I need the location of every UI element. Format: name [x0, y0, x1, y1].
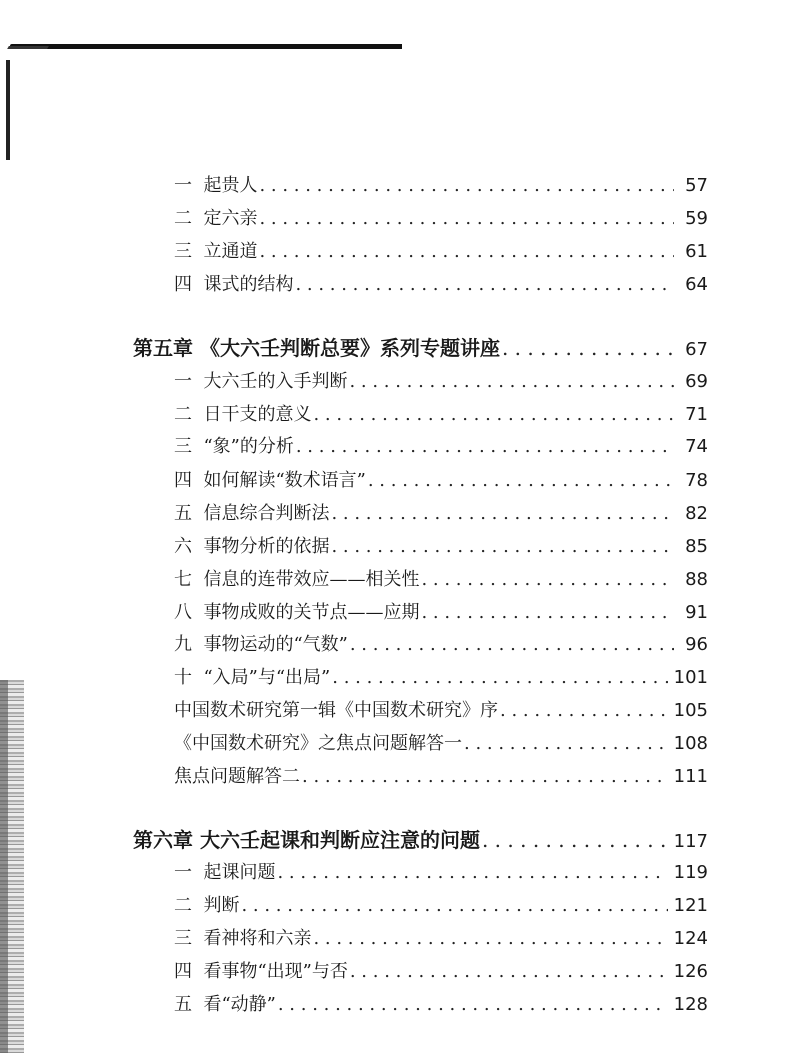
entry-title: 如何解读“数术语言”	[203, 470, 366, 491]
chapter-heading	[133, 824, 708, 852]
entry-page: 82	[685, 503, 708, 524]
entry-page: 57	[685, 175, 708, 196]
entry-title: 中国数术研究第一辑《中国数术研究》序	[174, 700, 498, 721]
leader-dots	[331, 503, 674, 524]
toc-entry	[174, 171, 708, 197]
entry-page: 126	[673, 961, 708, 982]
toc-entry	[174, 663, 708, 689]
leader-dots	[277, 862, 667, 883]
entry-title: 看事物“出现”与否	[203, 961, 348, 982]
entry-title: 日干支的意义	[203, 404, 312, 425]
entry-page: 69	[685, 371, 708, 392]
entry-title: 课式的结构	[203, 274, 294, 295]
leader-dots	[278, 994, 668, 1015]
entry-title: “象”的分析	[203, 436, 294, 457]
leader-dots	[350, 961, 668, 982]
toc-entry	[174, 466, 708, 492]
toc-entry	[174, 499, 708, 525]
toc-entry	[174, 237, 708, 263]
toc-entry	[174, 957, 708, 983]
entry-page: 88	[685, 569, 708, 590]
entry-title: 大六壬的入手判断	[203, 371, 348, 392]
entry-page: 124	[673, 928, 708, 949]
leader-dots	[421, 569, 674, 590]
entry-title: 事物运动的“气数”	[203, 634, 348, 655]
entry-number: 四	[174, 470, 192, 491]
leader-dots	[500, 700, 668, 721]
leader-dots	[482, 828, 668, 852]
entry-number: 三	[174, 436, 192, 457]
entry-title: 判断	[203, 895, 240, 916]
entry-page: 105	[673, 700, 708, 721]
entry-number: 十	[174, 667, 192, 688]
toc-entry	[174, 729, 708, 755]
toc-entry	[174, 270, 708, 296]
entry-number: 五	[174, 994, 192, 1015]
entry-page: 111	[673, 766, 708, 787]
entry-number: 二	[174, 404, 192, 425]
entry-page: 108	[673, 733, 708, 754]
entry-number: 七	[174, 569, 192, 590]
leader-dots	[295, 274, 674, 295]
entry-page: 71	[685, 404, 708, 425]
entry-page: 85	[685, 536, 708, 557]
entry-number: 一	[174, 175, 192, 196]
toc-entry	[174, 204, 708, 230]
entry-number: 四	[174, 961, 192, 982]
leader-dots	[259, 208, 674, 229]
chapter-page: 117	[673, 831, 708, 852]
toc-entry	[174, 696, 708, 722]
leader-dots	[259, 241, 674, 262]
entry-title: 焦点问题解答二	[174, 766, 300, 787]
toc-entry	[174, 565, 708, 591]
entry-title: 起贵人	[203, 175, 258, 196]
entry-number: 三	[174, 241, 192, 262]
leader-dots	[349, 371, 674, 392]
entry-number: 八	[174, 602, 192, 623]
leader-dots	[296, 436, 674, 457]
entry-title: 事物成败的关节点——应期	[203, 602, 420, 623]
entry-page: 121	[673, 895, 708, 916]
entry-page: 119	[673, 862, 708, 883]
leader-dots	[502, 336, 674, 360]
entry-number: 一	[174, 862, 192, 883]
entry-title: 事物分析的依据	[203, 536, 330, 557]
entry-title: 看“动静”	[203, 994, 276, 1015]
entry-page: 59	[685, 208, 708, 229]
entry-page: 64	[685, 274, 708, 295]
chapter-title: 第五章 《大六壬判断总要》系列专题讲座	[133, 336, 500, 360]
entry-page: 61	[685, 241, 708, 262]
chapter-page: 67	[685, 339, 708, 360]
toc-entry	[174, 367, 708, 393]
toc-entry	[174, 598, 708, 624]
entry-number: 四	[174, 274, 192, 295]
leader-dots	[241, 895, 667, 916]
entry-title: 定六亲	[203, 208, 258, 229]
entry-number: 一	[174, 371, 192, 392]
leader-dots	[421, 602, 674, 623]
entry-title: 起课问题	[203, 862, 276, 883]
entry-title: “入局”与“出局”	[203, 667, 331, 688]
toc-entry	[174, 532, 708, 558]
leader-dots	[368, 470, 674, 491]
entry-page: 128	[673, 994, 708, 1015]
leader-dots	[464, 733, 668, 754]
entry-number: 二	[174, 895, 192, 916]
leader-dots	[302, 766, 668, 787]
entry-number: 三	[174, 928, 192, 949]
leader-dots	[350, 634, 674, 655]
entry-page: 74	[685, 436, 708, 457]
entry-page: 91	[685, 602, 708, 623]
entry-number: 二	[174, 208, 192, 229]
toc-entry	[174, 990, 708, 1016]
toc-entry	[174, 924, 708, 950]
leader-dots	[259, 175, 674, 196]
toc-entry	[174, 762, 708, 788]
entry-number: 五	[174, 503, 192, 524]
toc-entry	[174, 432, 708, 458]
entry-page: 101	[673, 667, 708, 688]
toc-entry	[174, 891, 708, 917]
entry-title: 立通道	[203, 241, 258, 262]
entry-number: 九	[174, 634, 192, 655]
entry-number: 六	[174, 536, 192, 557]
leader-dots	[313, 404, 674, 425]
leader-dots	[332, 667, 667, 688]
entry-page: 96	[685, 634, 708, 655]
entry-title: 《中国数术研究》之焦点问题解答一	[174, 733, 462, 754]
entry-title: 看神将和六亲	[203, 928, 312, 949]
entry-page: 78	[685, 470, 708, 491]
entry-title: 信息的连带效应——相关性	[203, 569, 420, 590]
toc-entry	[174, 858, 708, 884]
chapter-title: 第六章 大六壬起课和判断应注意的问题	[133, 828, 480, 852]
toc-entry	[174, 400, 708, 426]
leader-dots	[331, 536, 674, 557]
leader-dots	[313, 928, 667, 949]
entry-title: 信息综合判断法	[203, 503, 330, 524]
toc-entry	[174, 630, 708, 656]
chapter-heading	[133, 332, 708, 360]
